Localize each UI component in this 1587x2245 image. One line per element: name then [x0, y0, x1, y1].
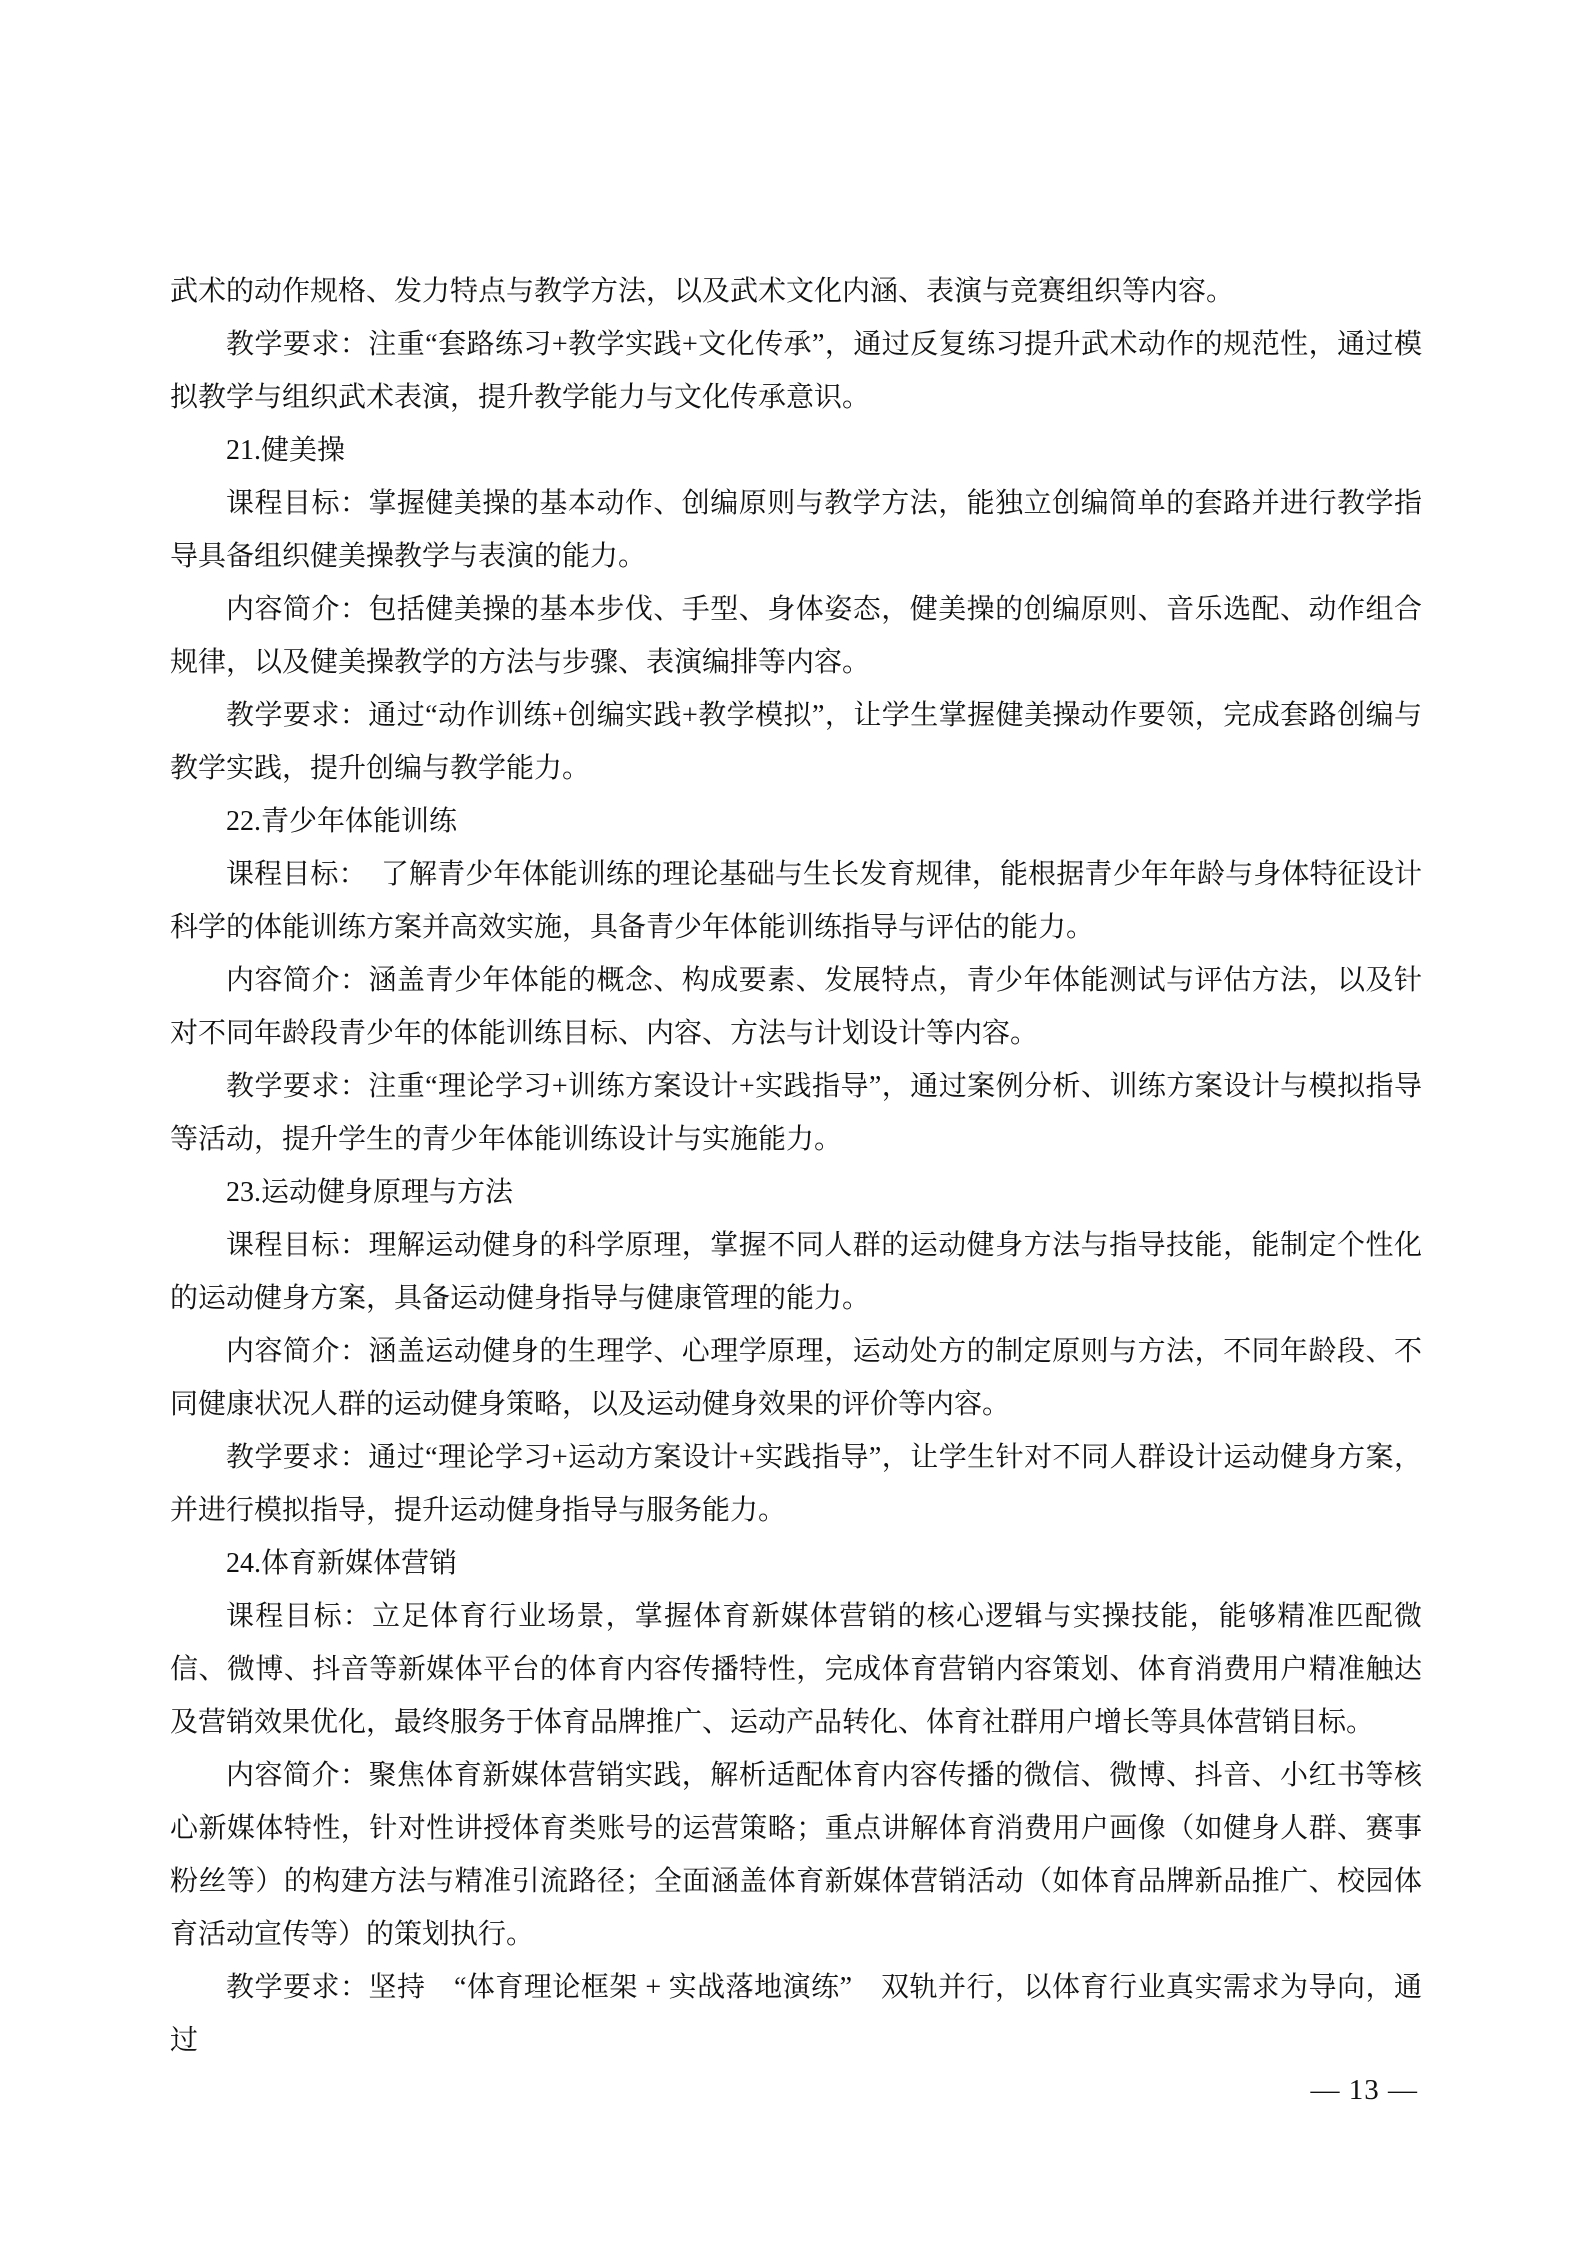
- course-heading: 21.健美操: [226, 435, 346, 466]
- paragraph: 课程目标：掌握健美操的基本动作、创编原则与教学方法，能独立创编简单的套路并进行教学指导具备组织健美操教学与表演的能力。: [170, 488, 1422, 572]
- page-number: — 13 —: [1310, 2074, 1418, 2106]
- paragraph: 教学要求：坚持 “体育理论框架 + 实战落地演练” 双轨并行，以体育行业真实需求为导向，通过: [170, 1972, 1422, 2056]
- paragraph: 教学要求：通过“动作训练+创编实践+教学模拟”，让学生掌握健美操动作要领，完成套路创编与教学实践，提升创编与教学能力。: [170, 700, 1422, 784]
- document-body: [170, 265, 1422, 2067]
- paragraph: 武术的动作规格、发力特点与教学方法，以及武术文化内涵、表演与竞赛组织等内容。: [170, 276, 1235, 307]
- paragraph: 内容简介：包括健美操的基本步伐、手型、身体姿态，健美操的创编原则、音乐选配、动作组合规律，以及健美操教学的方法与步骤、表演编排等内容。: [170, 594, 1422, 678]
- paragraph: 教学要求：通过“理论学习+运动方案设计+实践指导”，让学生针对不同人群设计运动健身方案，并进行模拟指导，提升运动健身指导与服务能力。: [170, 1442, 1422, 1526]
- paragraph: 课程目标： 了解青少年体能训练的理论基础与生长发育规律，能根据青少年年龄与身体特征设计科学的体能训练方案并高效实施，具备青少年体能训练指导与评估的能力。: [170, 859, 1422, 943]
- course-heading: 23.运动健身原理与方法: [226, 1177, 514, 1208]
- paragraph: 课程目标：理解运动健身的科学原理，掌握不同人群的运动健身方法与指导技能，能制定个性化的运动健身方案，具备运动健身指导与健康管理的能力。: [170, 1230, 1422, 1314]
- paragraph: 课程目标：立足体育行业场景，掌握体育新媒体营销的核心逻辑与实操技能，能够精准匹配微信、微博、抖音等新媒体平台的体育内容传播特性，完成体育营销内容策划、体育消费用户精准触达及营销效果优化，最终服务于体育品牌推广、运动产品转化、体育社群用户增长等具体营销目标。: [170, 1601, 1422, 1738]
- paragraph: 内容简介：涵盖运动健身的生理学、心理学原理，运动处方的制定原则与方法，不同年龄段、不同健康状况人群的运动健身策略，以及运动健身效果的评价等内容。: [170, 1336, 1422, 1420]
- paragraph: 教学要求：注重“套路练习+教学实践+文化传承”，通过反复练习提升武术动作的规范性，通过模拟教学与组织武术表演，提升教学能力与文化传承意识。: [170, 329, 1422, 413]
- paragraph: 内容简介：聚焦体育新媒体营销实践，解析适配体育内容传播的微信、微博、抖音、小红书等核心新媒体特性，针对性讲授体育类账号的运营策略；重点讲解体育消费用户画像（如健身人群、赛事粉丝等）的构建方法与精准引流路径；全面涵盖体育新媒体营销活动（如体育品牌新品推广、校园体育活动宣传等）的策划执行。: [170, 1760, 1422, 1950]
- paragraph: 教学要求：注重“理论学习+训练方案设计+实践指导”，通过案例分析、训练方案设计与模拟指导等活动，提升学生的青少年体能训练设计与实施能力。: [170, 1071, 1422, 1155]
- paragraph: 内容简介：涵盖青少年体能的概念、构成要素、发展特点，青少年体能测试与评估方法，以及针对不同年龄段青少年的体能训练目标、内容、方法与计划设计等内容。: [170, 965, 1422, 1049]
- course-heading: 24.体育新媒体营销: [226, 1548, 458, 1579]
- course-heading: 22.青少年体能训练: [226, 806, 458, 837]
